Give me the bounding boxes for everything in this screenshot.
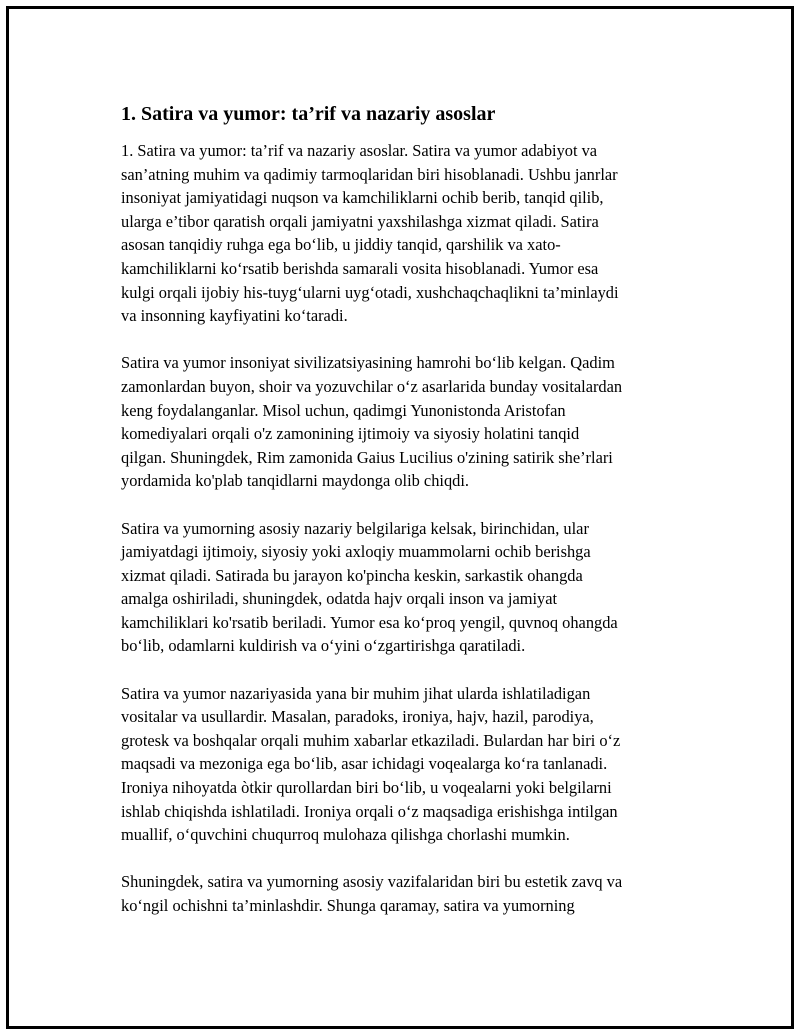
text-line: yordamida ko'plab tanqidlarni maydonga olib chiqdi.: [121, 471, 469, 491]
text-line: zamonlardan buyon, shoir va yozuvchilar o‘z asarlarida bunday vositalardan: [121, 376, 623, 396]
text-line: Satira va yumorning asosiy nazariy belgilariga kelsak, birinchidan, ular: [121, 518, 589, 538]
text-line: keng foydalanganlar. Misol uchun, qadimgi Yunonistonda Aristofan: [121, 400, 566, 420]
text-line: kulgi orqali ijobiy his-tuyg‘ularni uyg‘otadi, xushchaqchaqlikni ta’minlaydi: [121, 282, 619, 302]
text-line: insoniyat jamiyatidagi nuqson va kamchiliklarni ochib berib, tanqid qilib,: [121, 188, 604, 208]
paragraph-list: [121, 139, 701, 918]
page-frame: [6, 6, 794, 1029]
text-line: vositalar va usullardir. Masalan, paradoks, ironiya, hajv, hazil, parodiya,: [121, 707, 594, 727]
paragraph: [121, 139, 701, 328]
text-line: bo‘lib, odamlarni kuldirish va o‘yini o‘zgartirishga qaratiladi.: [121, 636, 526, 656]
text-line: Ironiya nihoyatda òtkir qurollardan biri bo‘lib, u voqealarni yoki belgilarni: [121, 778, 612, 798]
text-line: grotesk va boshqalar orqali muhim xabarlar etkaziladi. Bulardan har biri o‘z: [121, 730, 621, 750]
text-line: kamchiliklarni ko‘rsatib berishda samarali vosita hisoblanadi. Yumor esa: [121, 258, 599, 278]
text-line: Satira va yumor nazariyasida yana bir muhim jihat ularda ishlatiladigan: [121, 683, 591, 703]
text-line: komediyalari orqali o'z zamonining ijtimoiy va siyosiy holatini tanqid: [121, 424, 580, 444]
text-line: Satira va yumor insoniyat sivilizatsiyasining hamrohi bo‘lib kelgan. Qadim: [121, 353, 615, 373]
text-line: ko‘ngil ochishni ta’minlashdir. Shunga qaramay, satira va yumorning: [121, 896, 575, 915]
text-line: maqsadi va mezoniga ega bo‘lib, asar ichidagi voqealarga ko‘ra tanlanadi.: [121, 754, 608, 774]
paragraph: [121, 351, 701, 493]
text-line: 1. Satira va yumor: ta’rif va nazariy asoslar. Satira va yumor adabiyot va: [121, 141, 598, 160]
paragraph: [121, 517, 701, 659]
text-line: qilgan. Shuningdek, Rim zamonida Gaius Lucilius o'zining satirik she’rlari: [121, 447, 613, 467]
text-line: ishlab chiqishda ishlatiladi. Ironiya orqali o‘z maqsadiga erishishga intilgan: [121, 801, 618, 821]
text-line: va insonning kayfiyatini ko‘taradi.: [121, 306, 348, 326]
text-line: ularga e’tibor qaratish orqali jamiyatni yaxshilashga xizmat qiladi. Satira: [121, 211, 599, 231]
text-line: asosan tanqidiy ruhga ega bo‘lib, u jiddiy tanqid, qarshilik va xato-: [121, 235, 561, 255]
text-line: jamiyatdagi ijtimoiy, siyosiy yoki axloqiy muammolarni ochib berishga: [121, 542, 591, 562]
page-title: 1. Satira va yumor: ta’rif va nazariy asoslar: [121, 103, 496, 125]
paragraph: [121, 870, 701, 917]
text-line: amalga oshiriladi, shuningdek, odatda hajv orqali inson va jamiyat: [121, 589, 558, 609]
text-line: Shuningdek, satira va yumorning asosiy vazifalaridan biri bu estetik zavq va: [121, 872, 623, 892]
text-line: kamchiliklari ko'rsatib beriladi. Yumor esa ko‘proq yengil, quvnoq ohangda: [121, 612, 618, 632]
document-body: [121, 101, 701, 941]
text-line: san’atning muhim va qadimiy tarmoqlaridan biri hisoblanadi. Ushbu janrlar: [121, 164, 618, 184]
text-line: muallif, o‘quvchini chuqurroq mulohaza qilishga chorlashi mumkin.: [121, 825, 570, 845]
text-line: xizmat qiladi. Satirada bu jarayon ko'pincha keskin, sarkastik ohangda: [121, 565, 583, 585]
paragraph: [121, 682, 701, 847]
